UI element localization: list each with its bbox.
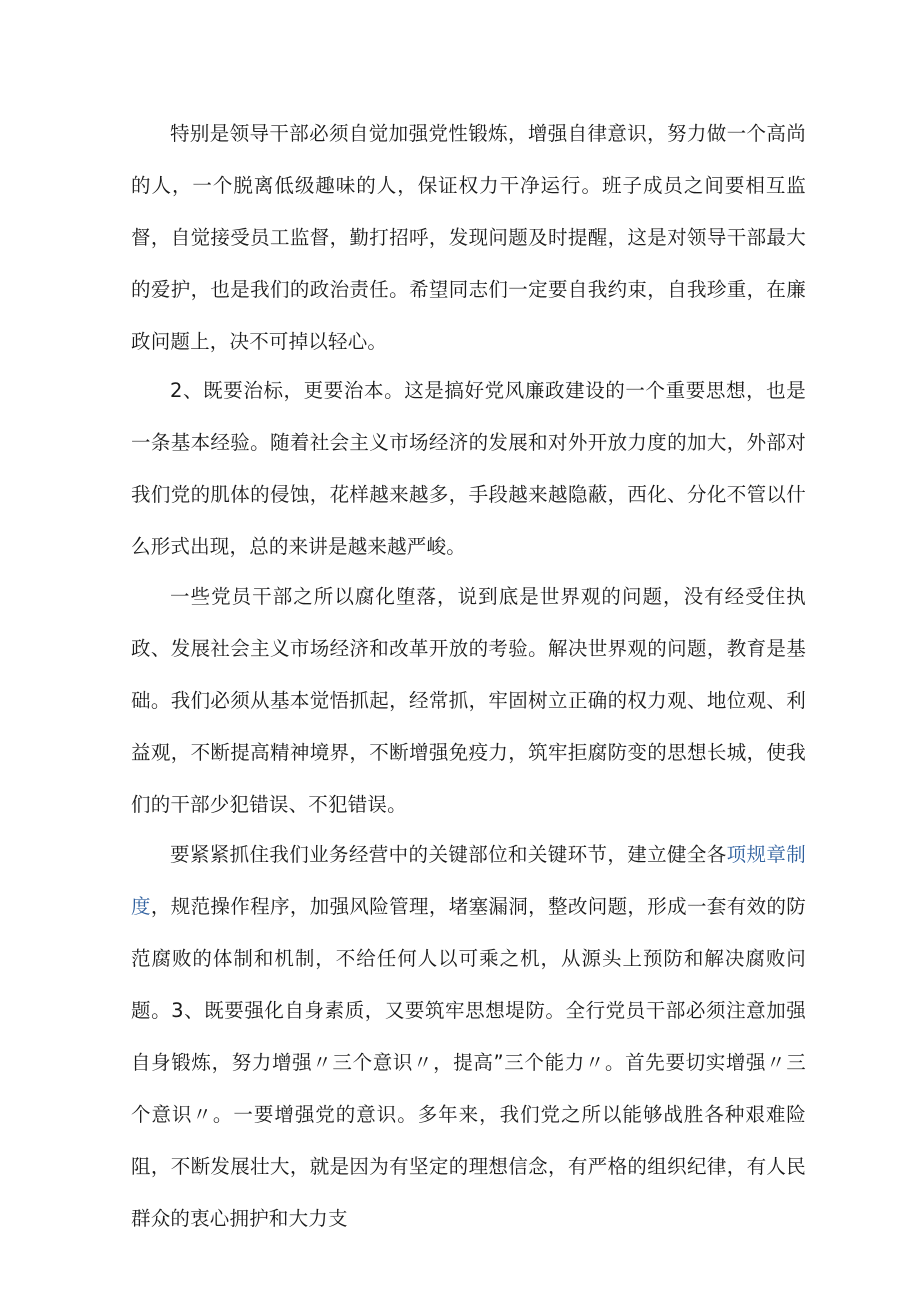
paragraph-text-before-link: 要紧紧抓住我们业务经营中的关键部位和关键环节，建立健全各	[170, 843, 727, 866]
rules-regulations-link[interactable]: 项规章制度	[131, 843, 806, 918]
paragraph-worldview-education: 一些党员干部之所以腐化堕落，说到底是世界观的问题，没有经受住执政、发展社会主义市场经济和改革开放的考验。解决世界观的问题，教育是基础。我们必须从基本觉悟抓起，经常抓，牢固树立正确的权力观、地位观、利益观，不断提高精神境界，不断增强免疫力，筑牢拒腐防变的思想长城，使我们的干部少犯错误、不犯错误。	[131, 585, 806, 816]
paragraph-rules-and-systems	[131, 829, 806, 1245]
paragraph-leaders-self-discipline: 特别是领导干部必须自觉加强党性锻炼，增强自律意识，努力做一个高尚的人，一个脱离低级趣味的人，保证权力干净运行。班子成员之间要相互监督，自觉接受员工监督，勤打招呼，发现问题及时提醒，这是对领导干部最大的爱护，也是我们的政治责任。希望同志们一定要自我约束，自我珍重，在廉政问题上，决不可掉以轻心。	[131, 122, 806, 353]
paragraph-text-after-link: ，规范操作程序，加强风险管理，堵塞漏洞，整改问题，形成一套有效的防范腐败的体制和机制，不给任何人以可乘之机，从源头上预防和解决腐败问题。3、既要强化自身素质，又要筑牢思想堤防。全行党员干部必须注意加强自身锻炼，努力增强〃三个意识〃，提高”三个能力〃。首先要切实增强〃三个意识〃。一要增强党的意识。多年来，我们党之所以能够战胜各种艰难险阻，不断发展壮大，就是因为有坚定的理想信念，有严格的组织纪律，有人民群众的衷心拥护和大力支	[131, 895, 806, 1230]
paragraph-treat-root-causes: 2、既要治标，更要治本。这是搞好党风廉政建设的一个重要思想，也是一条基本经验。随着社会主义市场经济的发展和对外开放力度的加大，外部对我们党的肌体的侵蚀，花样越来越多，手段越来越隐蔽，西化、分化不管以什么形式出现，总的来讲是越来越严峻。	[131, 379, 806, 558]
